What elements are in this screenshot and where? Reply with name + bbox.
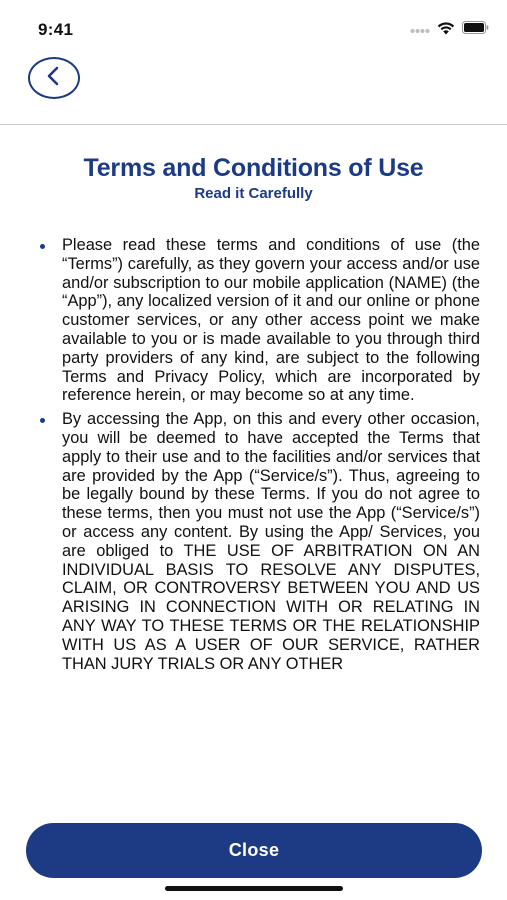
page-title: Terms and Conditions of Use xyxy=(83,154,424,182)
battery-icon xyxy=(462,21,489,39)
status-bar xyxy=(0,0,507,60)
term-text: By accessing the App, on this and every other occasion, you will be deemed to have accepted the Terms that apply to their use and to the facilities and/or services that are provided by the App (“Service/s”). Thus, agreeing to be legally bound by these Terms. If you do not agree to these terms, then you must not use the App (“Service/s”) or access any content. By using the App/ Services, you are obliged to THE USE OF ARBITRATION ON AN INDIVIDUAL BASIS TO RESOLVE ANY DISPUTES, CLAIM, OR CONTROVERSY BETWEEN YOU AND US ARISING IN CONNECTION WITH OR RELATING IN ANY WAY TO THESE TERMS OR THE RELATIONSHIP WITH US AS A USER OF OUR SERVICE, RATHER THAN JURY TRIALS OR ANY OTHER xyxy=(62,410,480,673)
back-button[interactable] xyxy=(28,57,80,99)
term-text: Please read these terms and conditions of use (the “Terms”) carefully, as they govern your access and/or use and/or subscription to our mobile application (NAME) (the “App”), any localized version of it and our online or phone customer services, or any other access point we make available to you or is made available to you through third party providers of any kind, are subject to the following Terms and Privacy Policy, which are incorporated by reference herein, or may become so at any time. xyxy=(62,236,480,405)
status-icons xyxy=(410,22,489,38)
home-indicator xyxy=(165,886,343,891)
page-subtitle: Read it Carefully xyxy=(194,185,313,202)
close-button[interactable]: Close xyxy=(26,823,482,878)
bullet-icon xyxy=(40,418,45,423)
nav-bar xyxy=(0,56,507,125)
signal-dots-icon xyxy=(410,21,430,39)
list-item xyxy=(38,410,480,673)
terms-list xyxy=(38,236,480,673)
terms-scroll-area[interactable] xyxy=(38,236,480,808)
chevron-left-icon xyxy=(45,66,63,91)
bullet-icon xyxy=(40,244,45,249)
wifi-icon xyxy=(437,21,455,40)
status-time: 9:41 xyxy=(38,20,74,39)
list-item xyxy=(38,236,480,405)
